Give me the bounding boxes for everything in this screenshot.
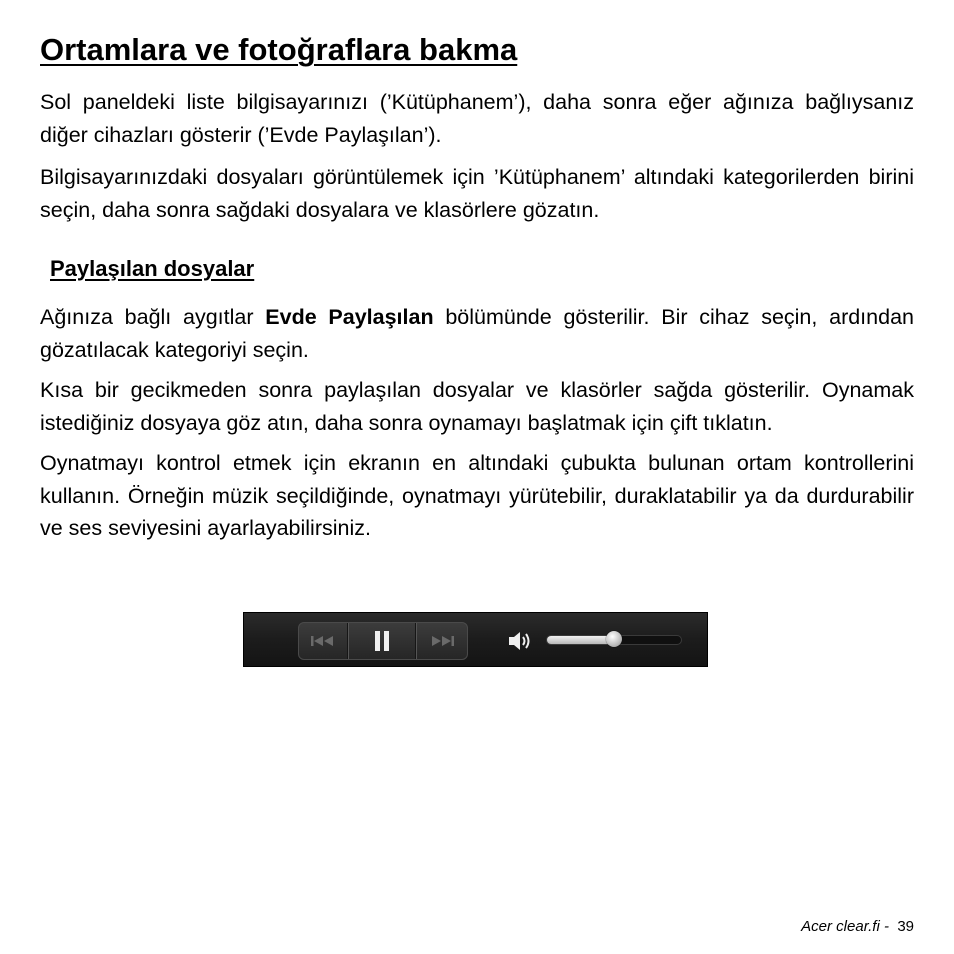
volume-slider[interactable]	[546, 635, 682, 645]
paragraph-4: Kısa bir gecikmeden sonra paylaşılan dosyalar ve klasörler sağda gösterilir. Oynamak istediğiniz dosyaya göz atın, daha sonra oynamayı başlatmak için çift tıklatın.	[40, 378, 914, 435]
footer-title: Acer clear.fi -	[801, 918, 889, 935]
section-heading: Paylaşılan dosyalar	[50, 256, 255, 281]
page-number: 39	[897, 918, 914, 935]
pause-button[interactable]	[348, 623, 415, 659]
paragraph-3-text-a: Ağınıza bağlı aygıtlar	[40, 305, 266, 329]
page-title: Ortamlara ve fotoğraflara bakma	[40, 32, 518, 67]
volume-icon[interactable]	[508, 630, 534, 652]
paragraph-3-bold: Evde Paylaşılan	[265, 305, 434, 329]
paragraph-1: Sol paneldeki liste bilgisayarınızı (’Kütüphanem’), daha sonra eğer ağınıza bağlıysanız diğer cihazları gösterir (’Evde Paylaşılan’).	[40, 90, 914, 147]
paragraph-3-text-b: bölümünde gösterilir. Bir cihaz seçin, ardından gözatılacak kategoriyi seçin.	[40, 305, 914, 362]
paragraph-2: Bilgisayarınızdaki dosyaları görüntülemek için ’Kütüphanem’ altındaki kategorilerden birini seçin, daha sonra sağdaki dosyalara ve klasörlere gözatın.	[40, 165, 914, 222]
playback-button-group	[298, 622, 468, 660]
volume-slider-fill	[547, 636, 614, 644]
next-button[interactable]	[416, 623, 467, 659]
previous-button[interactable]	[299, 623, 348, 659]
media-control-bar	[243, 612, 708, 667]
volume-slider-knob[interactable]	[606, 631, 622, 647]
pause-icon	[373, 630, 391, 652]
page-footer	[801, 918, 914, 935]
next-icon	[429, 635, 455, 647]
paragraph-3	[40, 301, 914, 366]
previous-icon	[310, 635, 336, 647]
paragraph-5: Oynatmayı kontrol etmek için ekranın en altındaki çubukta bulunan ortam kontrollerini kullanın. Örneğin müzik seçildiğinde, oynatmayı yürütebilir, duraklatabilir ya da durdurabilir ve ses seviyesini ayarlayabilirsiniz.	[40, 451, 914, 540]
page-content	[40, 30, 914, 545]
